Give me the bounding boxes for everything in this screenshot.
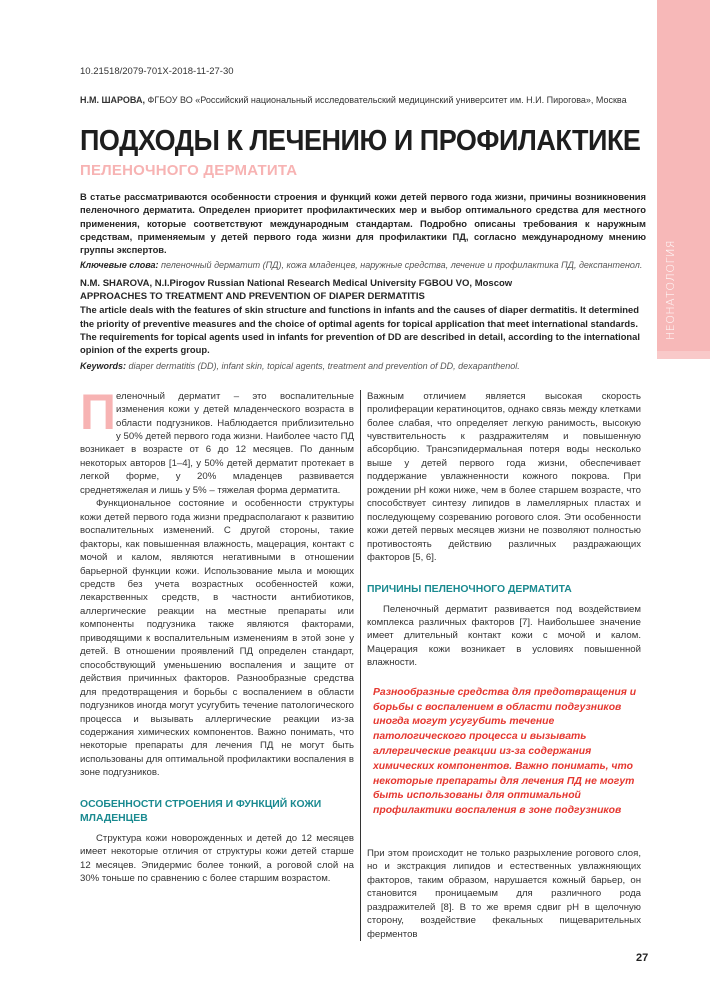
section-heading-causes: ПРИЧИНЫ ПЕЛЕНОЧНОГО ДЕРМАТИТА — [367, 583, 572, 595]
body-paragraph: Важным отличием является высокая скорость пролиферации кератиноцитов, однако связь между клетками более слабая, что определяет легкую ранимость, высокую чувствительность к раздражителям и повышенную абсорбцию. Трансэпидермальная потеря воды несколько выше у детей первого года жизни, обеспечивает поддержание увлажненности кожного покрова. При рождении pH кожи ниже, чем в более старшем возрасте, что способствует синтезу липидов в ламеллярных пластах и последующему созреванию рогового слоя. Эти особенности кожи детей первых месяцев жизни не позволяют полностью противостоять действию различных раздражающих факторов [5, 6]. — [367, 390, 641, 564]
keywords-en-text: diaper dermatitis (DD), infant skin, topical agents, treatment and prevention of DD, dexapanthenol. — [126, 360, 520, 371]
author-name: Н.М. ШАРОВА, — [80, 95, 145, 105]
keywords-en-label: Keywords: — [80, 360, 127, 371]
abstract-ru: В статье рассматриваются особенности строения и функций кожи детей первого года жизни, причины возникновения пеленочного дерматита. Определен приоритет профилактических мер и выбор оптимального средства для местного применения, которые соответствуют международным стандартам. Подробно описаны требования к наружным средствам, применяемым у детей первого года жизни для профилактики ПД, согласно международному мнению группы экспертов. — [80, 191, 646, 256]
intro-text: еленочный дерматит – это воспалительные изменения кожи у детей младенческого возраста в области подгузников. Наблюдается приблизительно у 50% детей первого года жизни. Наиболее часто ПД возникает в возрасте от 6 до 12 месяцев. По данным некоторых авторов [1–4], у 50% детей дерматит протекает в легкой форме, у 20% младенцев развивается среднетяжелая и лишь у 5% – тяжелая форма дерматита. — [80, 390, 354, 496]
body-paragraph: Пеленочный дерматит развивается под воздействием комплекса различных факторов [7]. Наибольшее значение имеет длительный контакт кожи с мочой и калом. Мацерация кожи возникает в условиях повышенной влажности. — [367, 603, 641, 669]
body-columns — [80, 383, 654, 942]
author-line — [80, 94, 650, 106]
page-number: 27 — [636, 952, 649, 965]
body-column-right — [367, 390, 641, 942]
body-paragraph: При этом происходит не только разрыхление рогового слоя, но и экстракция липидов и естественных увлажняющих факторов, таким образом, нарушается кожный барьер, он становится проницаемым для различного рода раздражителей [8]. В то же время сдвиг pH в щелочную сторону, воздействие фекальных пищеварительных ферментов — [367, 848, 641, 940]
article-title: ПОДХОДЫ К ЛЕЧЕНИЮ И ПРОФИЛАКТИКЕ — [80, 125, 641, 157]
body-column-left — [80, 383, 354, 886]
doi: 10.21518/2079-701X-2018-11-27-30 — [80, 66, 234, 77]
section-label: НЕОНАТОЛОГИЯ — [664, 239, 677, 340]
section-heading-skin: ОСОБЕННОСТИ СТРОЕНИЯ И ФУНКЦИЙ КОЖИ МЛАДЕНЦЕВ — [80, 798, 322, 824]
title-en: APPROACHES TO TREATMENT AND PREVENTION OF DIAPER DERMATITIS — [80, 291, 425, 303]
section-color-band-tail — [657, 351, 710, 359]
authors-en: N.M. SHAROVA, N.I.Pirogov Russian National Research Medical University FGBOU VO, Moscow — [80, 278, 513, 290]
body-paragraph: Структура кожи новорожденных и детей до 12 месяцев имеет некоторые отличия от структуры кожи детей старше 12 месяцев. Эпидермис более тонкий, а роговой слой на 30% тоньше по сравнению с более старшим возрастом. — [80, 832, 354, 885]
abstract-en: The article deals with the features of skin structure and functions in infants and the causes of diaper dermatitis. It determined the priority of preventive measures and the choice of optimal agents for topical application that meet international standards. The requirements for topical agents used in infants for prevention of DD are described in detail, according to the international opinion of the experts group. — [80, 304, 640, 356]
keywords-ru-text: пеленочный дерматит (ПД), кожа младенцев, наружные средства, лечение и профилактика ПД, декспантенол. — [158, 260, 643, 271]
article-subtitle: ПЕЛЕНОЧНОГО ДЕРМАТИТА — [80, 162, 298, 179]
keywords-en — [80, 360, 646, 372]
page-footer — [636, 951, 710, 985]
body-paragraph: Функциональное состояние и особенности структуры кожи детей первого года жизни предрасполагают к развитию воспалительных изменений. С другой стороны, такие факторы, как повышенная влажность, мацерация, контакт с мочой и калом, являются негативными в отношении барьерной функции кожи. Использование мыла и моющих средств без учета возрастных особенностей кожи, лекарственных средств, в частности антибиотиков, аллергические реакции на местные препараты или компоненты подгузника также являются факторами, приводящими к воспалительным изменениям в этой зоне у детей. В отношении проявлений ПД определен стандарт, способствующий уменьшению воспаления и защите от действия причинных факторов. Разнообразные средства для предотвращения и борьбы с воспалением в области подгузников иногда могут усугубить течение патологического процесса и вызывать аллергические реакции из-за содержания химических компонентов. Важно понимать, что некоторые препараты для лечения ПД не могут быть использованы для оптимальной профилактики воспаления в зоне подгузников. — [80, 498, 354, 779]
intro-paragraph — [80, 383, 354, 498]
author-affiliation: ФГБОУ ВО «Российский национальный исследовательский медицинский университет им. Н.И. Пирогова», Москва — [144, 95, 627, 105]
drop-cap: П — [80, 383, 116, 440]
keywords-ru-label: Ключевые слова: — [80, 260, 159, 271]
column-divider — [360, 390, 361, 942]
keywords-ru — [80, 259, 646, 271]
pull-quote: Разнообразные средства для предотвращения и борьбы с воспалением в области подгузников иногда могут усугубить течение патологического процесса и вызывать аллергические реакции из-за содержания химических компонентов. Важно понимать, что некоторые препараты для лечения ПД не могут быть использованы для оптимальной профилактики воспаления в зоне подгузников — [373, 686, 637, 817]
article-header — [80, 0, 646, 372]
